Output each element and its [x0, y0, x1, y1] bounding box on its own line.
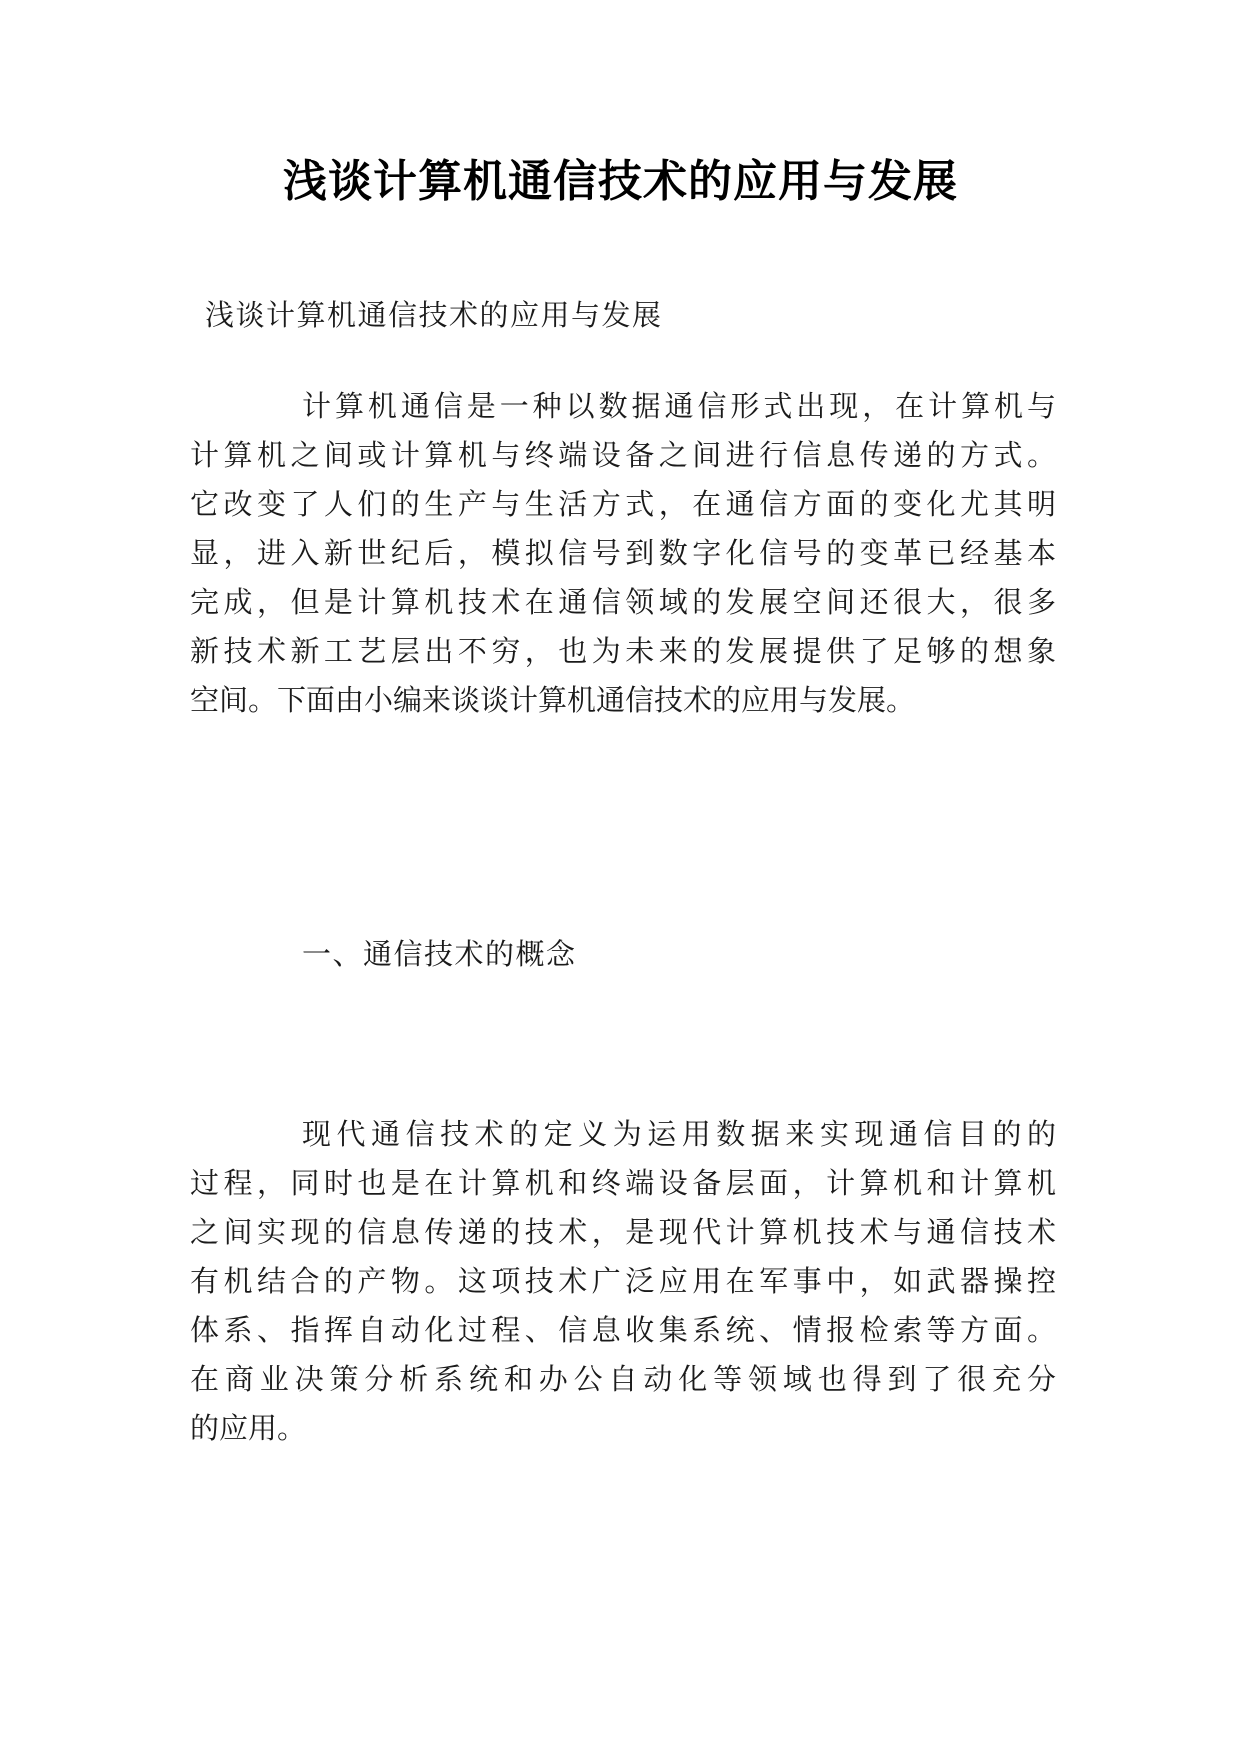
paragraph-line: 过程，同时也是在计算机和终端设备层面，计算机和计算机: [190, 1166, 1056, 1200]
paragraph-line: 它改变了人们的生产与生活方式，在通信方面的变化尤其明: [190, 487, 1056, 521]
paragraph-line: 完成，但是计算机技术在通信领域的发展空间还很大，很多: [190, 585, 1056, 619]
paragraph-line: 在商业决策分析系统和办公自动化等领域也得到了很充分: [190, 1362, 1056, 1396]
paragraph-line: 空间。下面由小编来谈谈计算机通信技术的应用与发展。: [190, 683, 916, 717]
paragraph-line: 计算机之间或计算机与终端设备之间进行信息传递的方式。: [190, 438, 1056, 472]
document-subtitle: 浅谈计算机通信技术的应用与发展: [205, 298, 663, 332]
paragraph-line: 体系、指挥自动化过程、信息收集系统、情报检索等方面。: [190, 1313, 1056, 1347]
intro-paragraph: [190, 382, 1056, 725]
section-heading: 一、通信技术的概念: [302, 937, 577, 971]
paragraph-line: 新技术新工艺层出不穷，也为未来的发展提供了足够的想象: [190, 634, 1056, 668]
paragraph-line: 现代通信技术的定义为运用数据来实现通信目的的: [302, 1117, 1056, 1151]
paragraph-line: 显，进入新世纪后，模拟信号到数字化信号的变革已经基本: [190, 536, 1056, 570]
paragraph-line: 有机结合的产物。这项技术广泛应用在军事中，如武器操控: [190, 1264, 1056, 1298]
paragraph-line: 计算机通信是一种以数据通信形式出现，在计算机与: [302, 389, 1056, 423]
document-title: 浅谈计算机通信技术的应用与发展: [283, 156, 958, 207]
paragraph-line: 的应用。: [190, 1411, 307, 1445]
concept-paragraph: [190, 1110, 1056, 1453]
paragraph-line: 之间实现的信息传递的技术，是现代计算机技术与通信技术: [190, 1215, 1056, 1249]
